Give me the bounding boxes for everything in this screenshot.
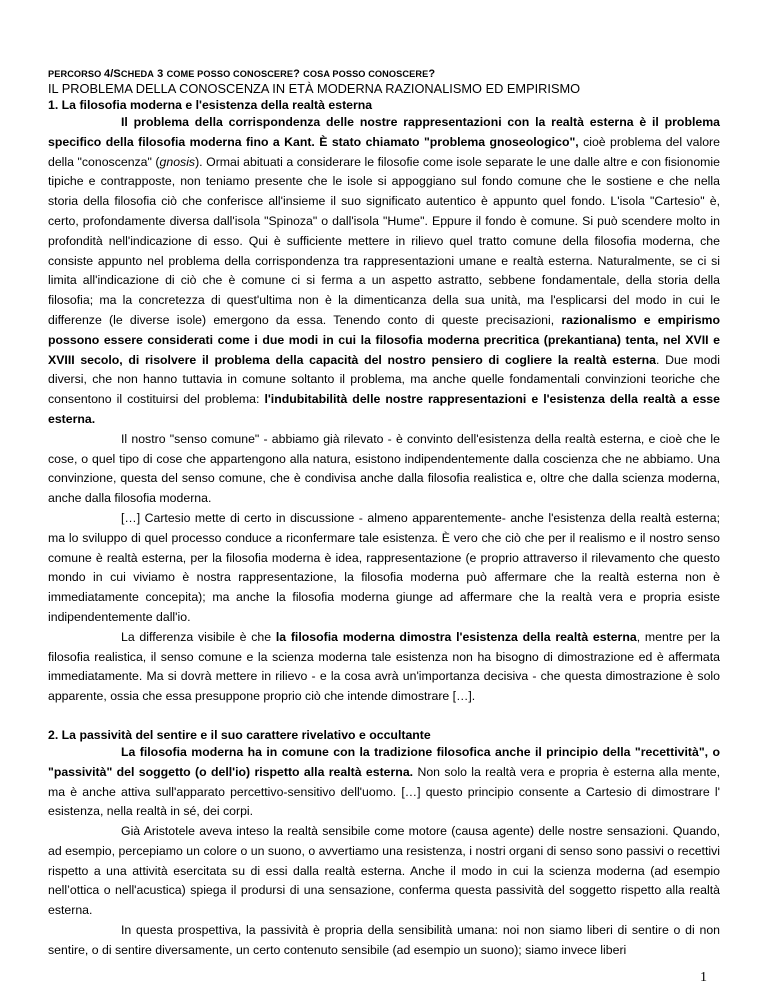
section-2-heading: 2. La passività del sentire e il suo carattere rivelativo e occultante bbox=[48, 727, 431, 742]
document-page bbox=[48, 68, 720, 961]
header-question-2: COSA POSSO CONOSCERE bbox=[303, 69, 429, 79]
page-number: 1 bbox=[700, 970, 707, 985]
header-num: 4/S bbox=[104, 68, 121, 80]
section-2-paragraph-2: Già Aristotele aveva inteso la realtà sensibile come motore (causa agente) delle nostre sensazioni. Quando, ad esempio, percepiamo un colore o un suono, o avvertiamo una resistenza, i nostri organi di senso sono passivi o recettivi rispetto a una attività esercitata su di essi dalla realtà esterna. Anche il modo in cui la scienza moderna (ad esempio nell’ottica o nell'acustica) spiega il prodursi di una sensazione, conferma questa passività del soggetto rispetto alla realtà esterna. bbox=[48, 824, 720, 918]
header-qmark-1: ? bbox=[293, 68, 304, 80]
section-2-paragraph-1: La filosofia moderna ha in comune con la tradizione filosofica anche il principio della "recettività", o "passività" del soggetto (o dell'io) rispetto alla realtà esterna. Non solo la realtà vera e propria è esterna alla mente, ma è anche attiva sull'apparato percettivo-sensitivo dell'uomo. […] questo principio consente a Cartesio di dimostrare l' esistenza, nella realtà in sé, dei corpi. bbox=[48, 744, 720, 819]
section-2-paragraph-3: In questa prospettiva, la passività è propria della sensibilità umana: noi non siamo liberi di sentire o di non sentire, o di sentire diversamente, un certo contenuto sensibile (ad esempio un suono); siamo invece liberi bbox=[48, 923, 720, 957]
running-header bbox=[48, 68, 720, 81]
section-1-heading: 1. La filosofia moderna e l'esistenza della realtà esterna bbox=[48, 98, 373, 112]
section-1-paragraph-4: La differenza visibile è che la filosofia moderna dimostra l'esistenza della realtà esterna, mentre per la filosofia realistica, il senso comune e la scienza moderna tale esistenza non ha bisogno di dimostrazione ed è affermata immediatamente. Ma si dovrà mettere in rilievo - e la cosa avrà un'importanza decisiva - che questa dimostrazione è solo apparente, ossia che essa presuppone proprio ciò che intende dimostrare […]. bbox=[48, 629, 720, 704]
header-scheda: CHEDA bbox=[120, 69, 155, 79]
section-1-paragraph-1: Il problema della corrispondenza delle nostre rappresentazioni con la realtà esterna è il problema specifico della filosofia moderna fino a Kant. È stato chiamato "problema gnoseologico", cioè problema del valore della "conoscenza" (gnosis). Ormai abituati a considerare le filosofie come isole separate le une dalle altre e con fisionomie tipiche e contrapposte, non teniamo presente che le isole si appoggiano sul fondo comune che le sostiene e che nella storia della filosofia ciò che conferisce all'insieme il suo significato autentico è appunto quel fondo. L'isola "Cartesio" è, certo, profondamente diversa dall'isola "Spinoza" o dall'isola "Hume". Eppure il fondo è comune. Si può scendere molto in profondità nell'indicazione di esso. Qui è sufficiente mettere in rilievo quel tratto comune della filosofia moderna, che consiste appunto nel problema della corrispondenza tra rappresentazioni umane e realtà esterna. Naturalmente, se ci si limita all'indicazione di ciò che è comune ci si ferma a un aspetto astratto, sebbene fondamentale, della storia della filosofia; ma la concretezza di quest'ultima non è la dimenticanza della sua unità, ma l'esplicarsi del modo in cui le differenze (le diverse isole) emergono da essa. Tenendo conto di queste precisazioni, razionalismo e empirismo possono essere considerati come i due modi in cui la filosofia moderna precritica (prekantiana) tenta, nel XVII e XVIII secolo, di risolvere il problema della capacità del nostro pensiero di cogliere la realtà esterna. Due modi diversi, che non hanno tuttavia in comune soltanto il problema, ma anche quelle fondamentali convinzioni teoriche che consentono il costituirsi del problema: l'indubitabilità delle nostre rappresentazioni e l'esistenza della realtà a esse esterna. bbox=[48, 115, 720, 426]
header-qmark-2: ? bbox=[428, 68, 436, 80]
document-title: IL PROBLEMA DELLA CONOSCENZA IN ETÀ MODERNA RAZIONALISMO ED EMPIRISMO bbox=[48, 81, 581, 96]
header-question-1: COME POSSO CONOSCERE bbox=[166, 69, 294, 79]
section-gap bbox=[48, 707, 720, 727]
section-1-paragraph-2: Il nostro "senso comune" - abbiamo già rilevato - è convinto dell'esistenza della realtà esterna, e cioè che le cose, o quel tipo di cose che appartengono alla natura, esistono indipendentemente dalla coscienza che ne abbiamo. Una convinzione, questa del senso comune, che è condivisa anche dalla filosofia realistica e, oltre che dalla scienza moderna, anche dalla filosofia moderna. bbox=[48, 431, 720, 506]
header-scheda-num: 3 bbox=[154, 68, 167, 80]
section-1-paragraph-3: […] Cartesio mette di certo in discussione - almeno apparentemente- anche l'esistenza della realtà esterna; ma lo sviluppo di quel processo conduce a riconfermare tale esistenza. È vero che ciò che per il realismo e il nostro senso comune è realtà esterna, per la filosofia moderna è idea, rappresentazione (e proprio attraverso il rilevamento che questo mondo in cui viviamo è nostra rappresentazione, la filosofia moderna può affermare che la realtà esterna non è immediatamente concepita); ma anche la filosofia moderna giunge ad affermare che la realtà vera e propria esiste indipendentemente dall'io. bbox=[48, 510, 720, 624]
header-percorso: PERCORSO bbox=[48, 69, 102, 79]
